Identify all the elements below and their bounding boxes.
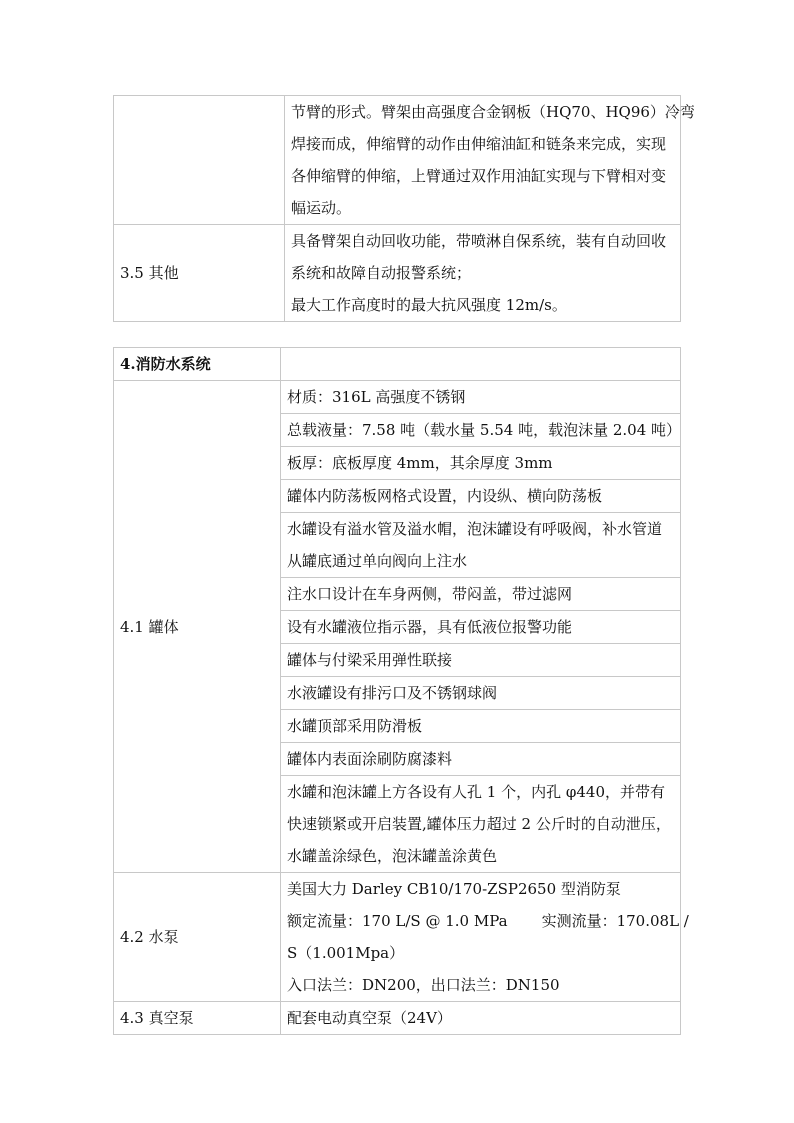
text-line: 板厚：底板厚度 4mm，其余厚度 3mm xyxy=(287,454,553,472)
text-line: 水液罐设有排污口及不锈钢球阀 xyxy=(287,684,498,702)
row-label: 4.1 罐体 xyxy=(114,381,281,873)
text-line: 各伸缩臂的伸缩，上臂通过双作用油缸实现与下臂相对变 xyxy=(291,167,667,185)
spec-item xyxy=(281,611,681,644)
text-line: S（1.001Mpa） xyxy=(287,944,405,962)
spec-item xyxy=(281,381,681,414)
spec-item xyxy=(281,743,681,776)
text-line: 总载液量：7.58 吨（载水量 5.54 吨，载泡沫量 2.04 吨） xyxy=(287,421,682,439)
text-line: 水罐和泡沫罐上方各设有人孔 1 个，内孔 φ440，并带有 xyxy=(287,783,665,801)
text-line: 配套电动真空泵（24V） xyxy=(287,1009,452,1027)
table-row xyxy=(114,381,681,414)
text-line: 系统和故障自动报警系统； xyxy=(291,264,472,282)
table-row xyxy=(114,873,681,1002)
row-content xyxy=(285,225,681,322)
text-line: 节臂的形式。臂架由高强度合金钢板（HQ70、HQ96）冷弯 xyxy=(291,103,695,121)
row-label: 4.2 水泵 xyxy=(114,873,281,1002)
text-line: 具备臂架自动回收功能，带喷淋自保系统，装有自动回收 xyxy=(291,232,667,250)
row-label xyxy=(114,96,285,225)
spec-item xyxy=(281,480,681,513)
text-line: 水罐盖涂绿色，泡沫罐盖涂黄色 xyxy=(287,847,498,865)
table-header-row xyxy=(114,348,681,381)
text-line: 快速锁紧或开启装置,罐体压力超过 2 公斤时的自动泄压， xyxy=(287,815,671,833)
text-line: 最大工作高度时的最大抗风强度 12m/s。 xyxy=(291,296,567,314)
text-line: 罐体内表面涂刷防腐漆料 xyxy=(287,750,453,768)
text-line: 材质：316L 高强度不锈钢 xyxy=(287,388,466,406)
spec-table-continued xyxy=(113,95,695,322)
spec-item xyxy=(281,414,681,447)
row-label: 4.3 真空泵 xyxy=(114,1002,281,1035)
spec-item xyxy=(281,513,681,578)
rated-flow: 额定流量：170 L/S @ 1.0 MPa xyxy=(287,912,508,930)
text-line: 水罐设有溢水管及溢水帽，泡沫罐设有呼吸阀，补水管道 xyxy=(287,520,663,538)
spec-item xyxy=(281,710,681,743)
spec-item xyxy=(281,776,681,873)
table-row xyxy=(114,225,681,322)
empty-cell xyxy=(281,348,681,381)
text-line xyxy=(287,905,689,937)
text-line: 从罐底通过单向阀向上注水 xyxy=(287,552,468,570)
text-line: 幅运动。 xyxy=(291,199,352,217)
measured-flow: 实测流量：170.08L / xyxy=(541,912,689,930)
spec-item xyxy=(281,873,689,1002)
section-heading: 4.消防水系统 xyxy=(114,348,281,381)
spec-item xyxy=(281,447,681,480)
text-line: 罐体与付梁采用弹性联接 xyxy=(287,651,453,669)
text-line: 罐体内防荡板网格式设置，内设纵、横向防荡板 xyxy=(287,487,603,505)
spec-item xyxy=(281,644,681,677)
text-line: 设有水罐液位指示器，具有低液位报警功能 xyxy=(287,618,573,636)
table-row xyxy=(114,96,681,225)
text-line: 入口法兰：DN200，出口法兰：DN150 xyxy=(287,976,560,994)
spec-item xyxy=(281,677,681,710)
fire-water-system-table xyxy=(113,347,689,1035)
row-content xyxy=(285,96,695,225)
text-line: 注水口设计在车身两侧，带闷盖，带过滤网 xyxy=(287,585,573,603)
spec-item xyxy=(281,1002,681,1035)
table-row xyxy=(114,1002,681,1035)
spec-item xyxy=(281,578,681,611)
text-line: 焊接而成，伸缩臂的动作由伸缩油缸和链条来完成，实现 xyxy=(291,135,667,153)
text-line: 美国大力 Darley CB10/170-ZSP2650 型消防泵 xyxy=(287,880,621,898)
text-line: 水罐顶部采用防滑板 xyxy=(287,717,423,735)
row-label: 3.5 其他 xyxy=(114,225,285,322)
